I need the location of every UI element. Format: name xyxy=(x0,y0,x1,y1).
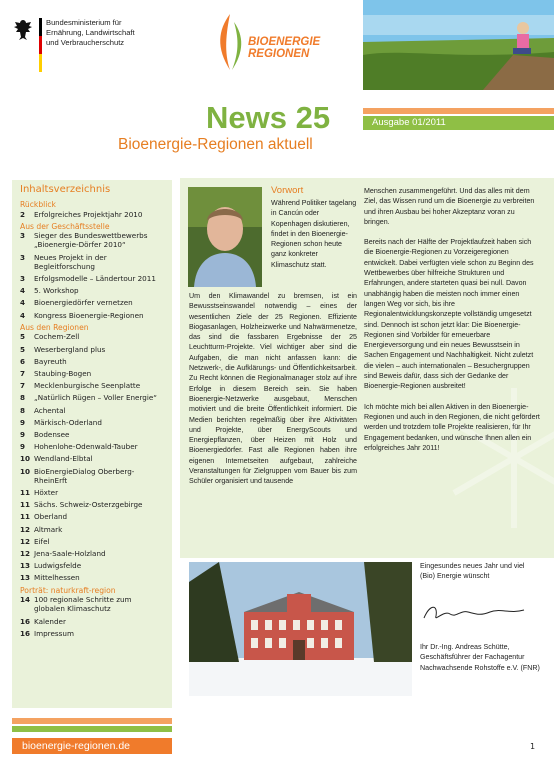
website-link[interactable]: bioenergie-regionen.de xyxy=(22,740,130,752)
paragraph: Ich möchte mich bei allen Aktiven in den Bioenergie-Regionen und auch in den Regionen, die nicht gefördert werden und trotzdem tolle Projekte realisieren, für Ihr Engagement bedanken, und wünsche Ihnen allen ein erfolgreiches Jahr 2011! xyxy=(364,402,540,452)
manor-house-photo xyxy=(189,562,412,696)
toc-entry[interactable] xyxy=(20,467,164,485)
toc-entry-title: Mittelhessen xyxy=(34,573,80,583)
toc-entry-title: Impressum xyxy=(34,628,74,638)
author-portrait xyxy=(188,187,262,287)
toc-entry-title: Mecklenburgische Seenplatte xyxy=(34,381,141,391)
toc-page-number: 7 xyxy=(20,381,26,391)
toc-page-number: 4 xyxy=(20,310,26,320)
toc-entry-title: Kongress Bioenergie-Regionen xyxy=(34,310,144,320)
article-heading: Vorwort xyxy=(271,185,304,196)
ministry-logo xyxy=(12,18,172,78)
toc-section-heading: Porträt: naturkraft-region xyxy=(20,585,116,595)
toc-entry-title: Altmark xyxy=(34,524,63,534)
toc-entry[interactable] xyxy=(20,406,164,415)
toc-entry-title: 100 regionale Schritte zum globalen Klimaschutz xyxy=(34,595,132,614)
signature xyxy=(420,596,530,626)
toc-entry-title: Erfolgreiches Projektjahr 2010 xyxy=(34,209,143,219)
toc-entry[interactable] xyxy=(20,454,164,463)
toc-entry[interactable] xyxy=(20,210,164,219)
greeting: Eingesundes neues Jahr und viel (Bio) Energie wünscht xyxy=(420,562,525,581)
toc-page-number: 9 xyxy=(20,429,26,439)
toc-entry[interactable] xyxy=(20,525,164,534)
signer: Ihr Dr.-Ing. Andreas Schütte, Geschäftsführer der Fachagentur Nachwachsende Rohstoffe e.V. (FNR) xyxy=(420,643,540,672)
ministry-name: Bundesministerium für Ernährung, Landwirtschaft und Verbraucherschutz xyxy=(46,18,135,47)
toc-entry-title: Kalender xyxy=(34,616,66,626)
toc-entry[interactable] xyxy=(20,231,164,249)
page-subtitle: Bioenergie-Regionen aktuell xyxy=(118,136,313,153)
toc-page-number: 13 xyxy=(20,573,31,583)
toc-page-number: 12 xyxy=(20,548,31,558)
toc-entry-title: Sächs. Schweiz-Osterzgebirge xyxy=(34,500,143,510)
toc-entry-title: Wendland-Elbtal xyxy=(34,454,93,464)
toc-entry-title: Cochem-Zell xyxy=(34,332,80,342)
toc-entry[interactable] xyxy=(20,393,164,402)
toc-entry[interactable] xyxy=(20,286,164,295)
toc-entry-title: Bioenergiedörfer vernetzen xyxy=(34,298,133,308)
toc-page-number: 4 xyxy=(20,298,26,308)
eagle-icon xyxy=(12,18,34,42)
footer-stripe-green xyxy=(12,726,172,732)
footer-stripe-orange xyxy=(12,718,172,724)
article-column-2 xyxy=(364,186,542,463)
toc-entry[interactable] xyxy=(20,332,164,341)
toc-page-number: 6 xyxy=(20,356,26,366)
toc-page-number: 9 xyxy=(20,417,26,427)
toc-entry[interactable] xyxy=(20,561,164,570)
toc-entry-title: Märkisch-Oderland xyxy=(34,417,102,427)
toc-entry-title: Weserbergland plus xyxy=(34,344,106,354)
toc-page-number: 10 xyxy=(20,454,31,464)
toc-page-number: 13 xyxy=(20,561,31,571)
toc-page-number: 5 xyxy=(20,344,26,354)
toc-page-number: 14 xyxy=(20,595,31,605)
toc-entry-title: Erfolgsmodelle – Ländertour 2011 xyxy=(34,274,156,284)
toc-entry-title: Höxter xyxy=(34,487,59,497)
toc-page-number: 11 xyxy=(20,512,31,522)
toc-entry-title: Neues Projekt in der Begleitforschung xyxy=(34,252,107,271)
toc-page-number: 4 xyxy=(20,286,26,296)
toc-page-number: 11 xyxy=(20,500,31,510)
toc-entry[interactable] xyxy=(20,274,164,283)
article-column-1: Um den Klimawandel zu bremsen, ist ein Bewusstseinswandel notwendig – eines der wesentlichen Ziele der 25 Regionen. Effiziente Biogasanlagen, Holzheizwerke und Nahwärmenetze, das sind die fassbaren Ergebnisse der 25 Leuchtturm-Projekte. Viel wichtiger aber sind die Aufgaben, die man nicht anfassen kann: die Netzwerk-, die Aufklärungs- und Öffentlichkeitsarbeit. Zu Recht können die Regionalmanager stolz auf ihre Erfolge in diesem Bereich sein. Sie haben Bioenergie-Netzwerke ausgebaut, Menschen motiviert und die breite Öffentlichkeit informiert. Die Medien berichten regelmäßig über ihre Aktivitäten und Projekte, über EnergyScouts und Energiepflanzen, über Heizen mit Holz und Bioenergiedörfer. Fast alle Regionen haben ihre eigenen Internetseiten aufgebaut, zahlreiche Veranstaltungen für Zielgruppen vom Bauer bis zum Schüler organisiert und tausende xyxy=(189,292,357,486)
header-stripe-orange xyxy=(363,108,554,114)
toc-entry[interactable] xyxy=(20,442,164,451)
toc-entry-title: Bayreuth xyxy=(34,356,67,366)
toc-entry[interactable] xyxy=(20,537,164,546)
toc-page-number: 12 xyxy=(20,524,31,534)
landscape-photo xyxy=(363,0,554,90)
toc-section-heading: Aus den Regionen xyxy=(20,322,89,332)
toc-entry-title: 5. Workshop xyxy=(34,286,79,296)
toc-page-number: 3 xyxy=(20,231,26,241)
toc-entry[interactable] xyxy=(20,357,164,366)
toc-title: Inhaltsverzeichnis xyxy=(20,184,111,195)
issue-label: Ausgabe 01/2011 xyxy=(372,117,446,128)
toc-entry[interactable] xyxy=(20,573,164,582)
toc-entry-title: Jena-Saale-Holzland xyxy=(34,548,106,558)
toc-page-number: 2 xyxy=(20,209,26,219)
toc-entry[interactable] xyxy=(20,500,164,509)
toc-page-number: 3 xyxy=(20,274,26,284)
toc-entry[interactable] xyxy=(20,381,164,390)
toc-entry[interactable] xyxy=(20,369,164,378)
flame-leaf-icon xyxy=(210,12,250,74)
toc-entry[interactable] xyxy=(20,617,164,626)
bioenergie-regionen-logo xyxy=(210,12,330,74)
toc-page-number: 8 xyxy=(20,393,26,403)
toc-page-number: 16 xyxy=(20,616,31,626)
toc-entry[interactable] xyxy=(20,345,164,354)
page-number: 1 xyxy=(530,742,536,751)
toc-entry[interactable] xyxy=(20,430,164,439)
article-intro: Während Politiker tagelang in Cancún oder Kopenhagen diskutieren, findet in den Bioenergie-Regionen schon heute ganz konkreter Klimaschutz statt. xyxy=(271,199,357,269)
toc-entry[interactable] xyxy=(20,253,164,271)
toc-entry-title: Eifel xyxy=(34,536,50,546)
paragraph: Menschen zusammengeführt. Und das alles mit dem Ziel, das Wissen rund um die Bioenergie zu verbreiten und ihren Ausbau bei hoher Akzeptanz voran zu bringen. xyxy=(364,187,535,226)
toc-entry-title: Ludwigsfelde xyxy=(34,561,82,571)
page-title: News 25 xyxy=(206,100,331,135)
toc-entry[interactable] xyxy=(20,549,164,558)
toc-entry-title: Achental xyxy=(34,405,66,415)
toc-page-number: 16 xyxy=(20,628,31,638)
table-of-contents xyxy=(12,180,172,708)
toc-section-heading: Aus der Geschäftsstelle xyxy=(20,221,110,231)
toc-entry[interactable] xyxy=(20,629,164,638)
toc-entry[interactable] xyxy=(20,311,164,320)
toc-entry-title: Hohenlohe-Odenwald-Tauber xyxy=(34,442,138,452)
toc-page-number: 5 xyxy=(20,332,26,342)
toc-entry-title: „Natürlich Rügen – Voller Energie“ xyxy=(34,393,158,403)
toc-page-number: 10 xyxy=(20,466,31,476)
toc-entry-title: Oberland xyxy=(34,512,68,522)
toc-page-number: 11 xyxy=(20,487,31,497)
toc-page-number: 8 xyxy=(20,405,26,415)
toc-entry[interactable] xyxy=(20,595,164,613)
toc-entry-title: Staubing-Bogen xyxy=(34,368,92,378)
toc-page-number: 3 xyxy=(20,252,26,262)
toc-page-number: 7 xyxy=(20,368,26,378)
toc-entry[interactable] xyxy=(20,298,164,307)
toc-entry[interactable] xyxy=(20,418,164,427)
toc-body xyxy=(20,200,164,638)
toc-page-number: 12 xyxy=(20,536,31,546)
toc-entry-title: BioEnergieDialog Oberberg-RheinErft xyxy=(34,466,135,485)
toc-page-number: 9 xyxy=(20,442,26,452)
toc-section-heading: Rückblick xyxy=(20,200,56,209)
paragraph: Bereits nach der Hälfte der Projektlaufzeit haben sich die Bioenergie-Regionen zu Vorzeigeregionen entwickelt. Dabei verfügten viele schon zu Beginn des Wettbewerbes über hilfreiche Strukturen und Erfahrungen, andere starteten quasi bei null. Davon unabhängig haben die meisten noch immer einen langen Weg vor sich, bis ihre Regionalentwicklungskonzepte vollständig umgesetzt sind. Dennoch ist schon jetzt klar: Die Bioenergie-Regionen sind Vorbilder für erneuerbare Energieversorgung und ein neues Bewusstsein in Sachen Engagement und Nachhaltigkeit. Nicht zuletzt die vielen – auch internationalen – Besuchergruppen sind Beweis dafür, dass sich der Gedanke der Bioenergie-Regionen ausbreitet! xyxy=(364,238,534,391)
flag-bar xyxy=(39,18,42,72)
toc-entry[interactable] xyxy=(20,488,164,497)
toc-entry-title: Sieger des Bundeswettbewerbs „Bioenergie-Dörfer 2010“ xyxy=(34,231,148,250)
brand-name: BIOENERGIE REGIONEN xyxy=(248,36,321,60)
toc-entry[interactable] xyxy=(20,512,164,521)
toc-entry-title: Bodensee xyxy=(34,429,70,439)
